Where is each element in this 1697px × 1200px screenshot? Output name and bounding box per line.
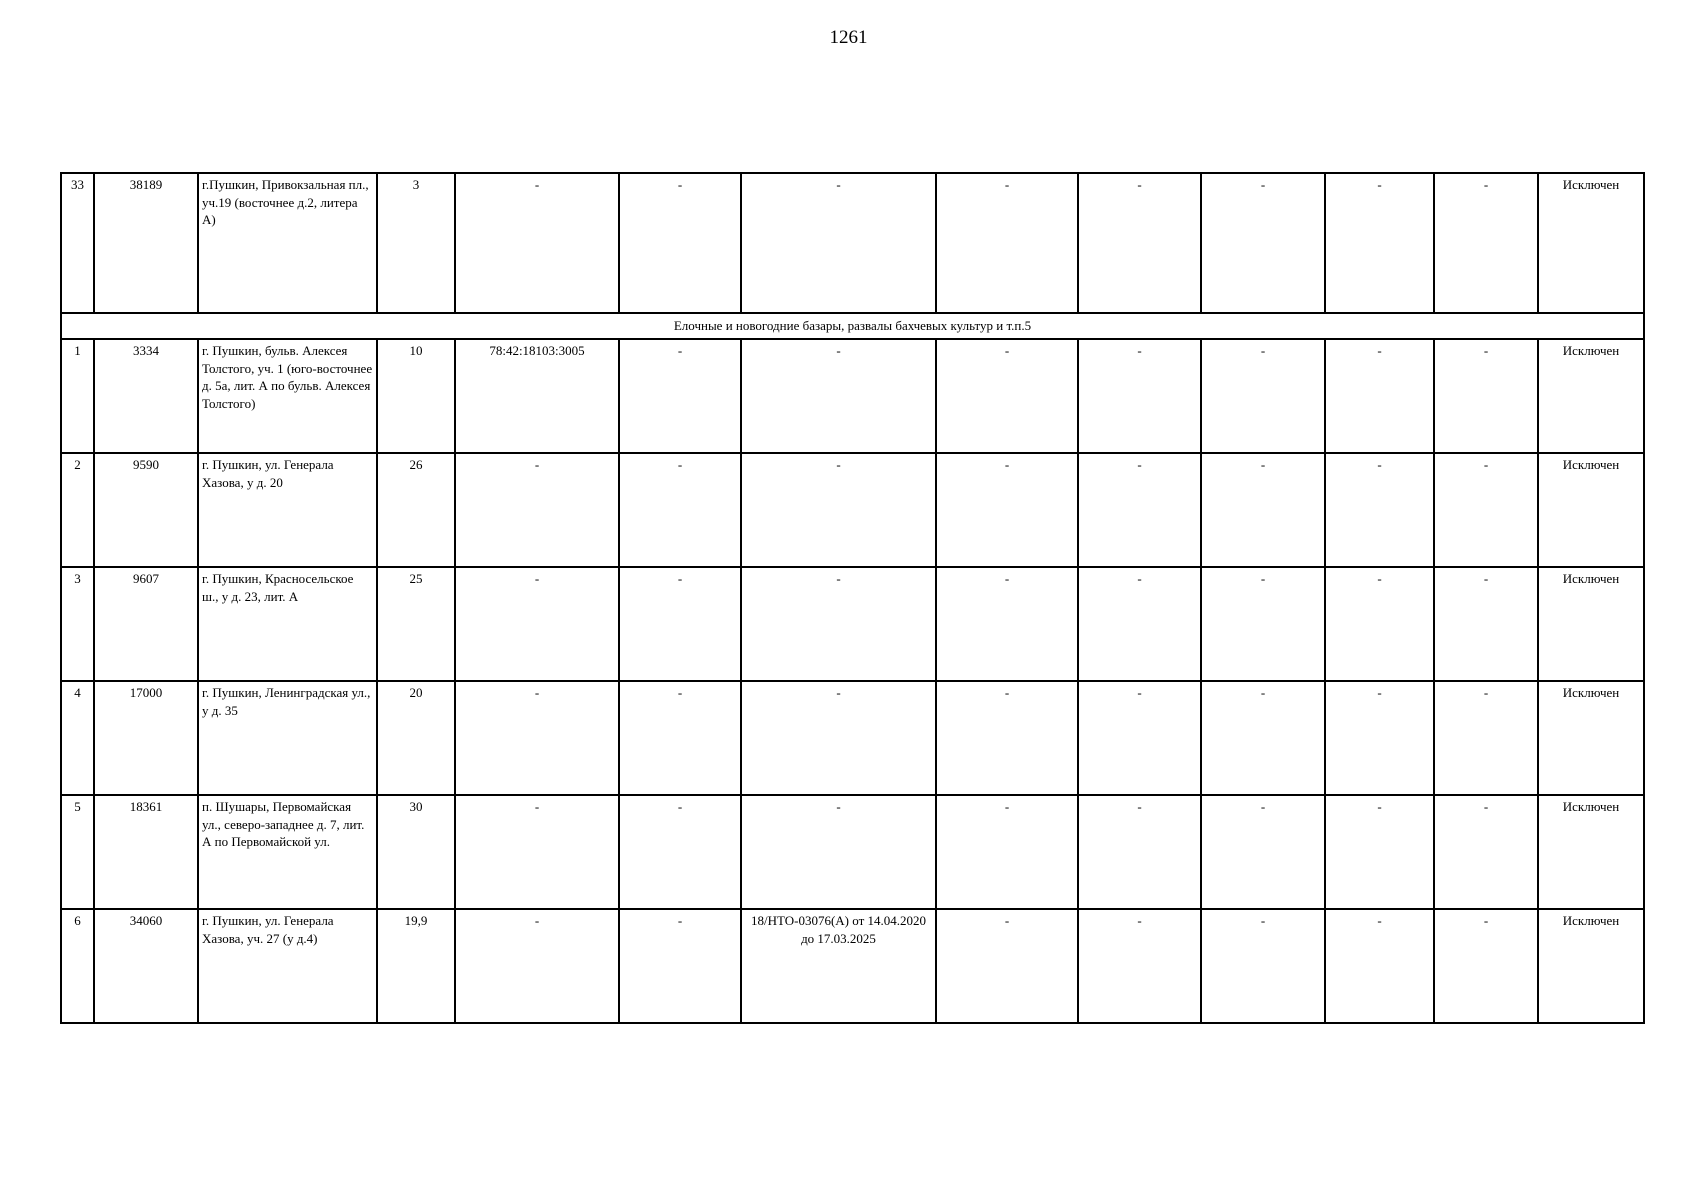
cell-col9: -	[1078, 795, 1201, 909]
cell-address: г.Пушкин, Привокзальная пл., уч.19 (восточнее д.2, литера А)	[198, 173, 377, 313]
cell-address: г. Пушкин, Ленинградская ул., у д. 35	[198, 681, 377, 795]
cell-cadastral: -	[455, 681, 619, 795]
cell-id: 3334	[94, 339, 198, 453]
section-header-row	[61, 313, 1644, 339]
cell-col6: -	[619, 909, 741, 1023]
cell-number: 1	[61, 339, 94, 453]
cell-number: 6	[61, 909, 94, 1023]
cell-status: Исключен	[1538, 339, 1644, 453]
cell-col12: -	[1434, 681, 1538, 795]
cell-id: 34060	[94, 909, 198, 1023]
cell-status: Исключен	[1538, 681, 1644, 795]
table-row	[61, 681, 1644, 795]
cell-col10: -	[1201, 567, 1325, 681]
cell-number: 5	[61, 795, 94, 909]
cell-col11: -	[1325, 173, 1434, 313]
cell-col10: -	[1201, 339, 1325, 453]
cell-col8: -	[936, 453, 1078, 567]
cell-id: 17000	[94, 681, 198, 795]
cell-col8: -	[936, 681, 1078, 795]
cell-address: г. Пушкин, ул. Генерала Хазова, у д. 20	[198, 453, 377, 567]
cell-col9: -	[1078, 173, 1201, 313]
section-title: Елочные и новогодние базары, развалы бахчевых культур и т.п.5	[61, 313, 1644, 339]
cell-id: 9607	[94, 567, 198, 681]
cell-col9: -	[1078, 681, 1201, 795]
cell-col10: -	[1201, 681, 1325, 795]
table-row	[61, 173, 1644, 313]
cell-col8: -	[936, 909, 1078, 1023]
cell-col11: -	[1325, 681, 1434, 795]
cell-id: 9590	[94, 453, 198, 567]
cell-col12: -	[1434, 339, 1538, 453]
cell-col10: -	[1201, 795, 1325, 909]
cell-col12: -	[1434, 795, 1538, 909]
cell-contract: 18/НТО-03076(А) от 14.04.2020 до 17.03.2025	[741, 909, 936, 1023]
table-row	[61, 339, 1644, 453]
cell-contract: -	[741, 173, 936, 313]
cell-col6: -	[619, 339, 741, 453]
cell-status: Исключен	[1538, 567, 1644, 681]
cell-col11: -	[1325, 453, 1434, 567]
cell-number: 4	[61, 681, 94, 795]
cell-cadastral: -	[455, 909, 619, 1023]
cell-col11: -	[1325, 567, 1434, 681]
cell-cadastral: -	[455, 173, 619, 313]
cell-area: 19,9	[377, 909, 455, 1023]
cell-col9: -	[1078, 453, 1201, 567]
cell-status: Исключен	[1538, 795, 1644, 909]
cell-col10: -	[1201, 909, 1325, 1023]
table-row	[61, 453, 1644, 567]
cell-col6: -	[619, 173, 741, 313]
cell-status: Исключен	[1538, 909, 1644, 1023]
cell-address: п. Шушары, Первомайская ул., северо-западнее д. 7, лит. А по Первомайской ул.	[198, 795, 377, 909]
cell-col12: -	[1434, 173, 1538, 313]
cell-col10: -	[1201, 173, 1325, 313]
cell-col11: -	[1325, 795, 1434, 909]
cell-address: г. Пушкин, бульв. Алексея Толстого, уч. 1 (юго-восточнее д. 5а, лит. А по бульв. Алексея Толстого)	[198, 339, 377, 453]
cell-number: 3	[61, 567, 94, 681]
cell-number: 33	[61, 173, 94, 313]
cell-contract: -	[741, 453, 936, 567]
cell-col8: -	[936, 567, 1078, 681]
cell-id: 18361	[94, 795, 198, 909]
cell-col8: -	[936, 795, 1078, 909]
table-row	[61, 795, 1644, 909]
cell-address: г. Пушкин, Красносельское ш., у д. 23, лит. А	[198, 567, 377, 681]
cell-cadastral: 78:42:18103:3005	[455, 339, 619, 453]
cell-contract: -	[741, 681, 936, 795]
cell-cadastral: -	[455, 453, 619, 567]
cell-col10: -	[1201, 453, 1325, 567]
cell-id: 38189	[94, 173, 198, 313]
cell-cadastral: -	[455, 567, 619, 681]
cell-status: Исключен	[1538, 173, 1644, 313]
cell-area: 26	[377, 453, 455, 567]
cell-col6: -	[619, 795, 741, 909]
cell-col9: -	[1078, 909, 1201, 1023]
cell-col9: -	[1078, 567, 1201, 681]
cell-area: 10	[377, 339, 455, 453]
page-number: 1261	[829, 27, 868, 48]
cell-cadastral: -	[455, 795, 619, 909]
cell-col12: -	[1434, 909, 1538, 1023]
cell-contract: -	[741, 795, 936, 909]
cell-area: 20	[377, 681, 455, 795]
cell-contract: -	[741, 339, 936, 453]
register-table	[60, 172, 1645, 1024]
cell-col12: -	[1434, 567, 1538, 681]
table-row	[61, 909, 1644, 1023]
cell-number: 2	[61, 453, 94, 567]
cell-contract: -	[741, 567, 936, 681]
cell-col8: -	[936, 339, 1078, 453]
cell-col8: -	[936, 173, 1078, 313]
cell-col11: -	[1325, 909, 1434, 1023]
cell-area: 25	[377, 567, 455, 681]
cell-area: 3	[377, 173, 455, 313]
cell-col12: -	[1434, 453, 1538, 567]
cell-col11: -	[1325, 339, 1434, 453]
cell-col6: -	[619, 453, 741, 567]
cell-col6: -	[619, 567, 741, 681]
cell-status: Исключен	[1538, 453, 1644, 567]
cell-col9: -	[1078, 339, 1201, 453]
cell-address: г. Пушкин, ул. Генерала Хазова, уч. 27 (у д.4)	[198, 909, 377, 1023]
table-row	[61, 567, 1644, 681]
cell-col6: -	[619, 681, 741, 795]
cell-area: 30	[377, 795, 455, 909]
